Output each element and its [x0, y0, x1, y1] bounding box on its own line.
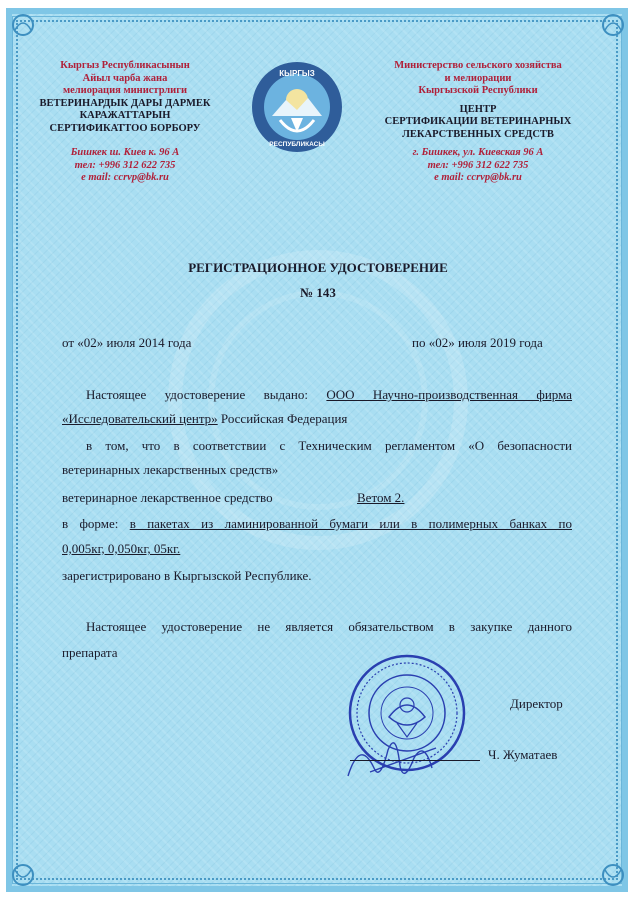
header-right-line: ЦЕНТР: [459, 103, 497, 115]
issued-line: [62, 387, 572, 403]
note-text: Настоящее удостоверение не является обязательством в закупке данного: [86, 619, 572, 634]
corner-ornament-icon: [600, 12, 626, 38]
note-line-2: препарата: [62, 645, 118, 660]
header-right-line: Министерство сельского хозяйства: [394, 60, 562, 71]
header-left-line: Айыл чарба жана: [82, 72, 168, 84]
header-left-phone: тел: +996 312 622 735: [74, 159, 176, 171]
form-line: [62, 516, 572, 532]
corner-ornament-icon: [10, 862, 36, 888]
registered-text: зарегистрировано в Кыргызской Республике.: [62, 568, 312, 583]
signatory-name: Ч. Жуматаев: [488, 747, 558, 762]
header-right-russian: [378, 60, 578, 185]
drug-label: ветеринарное лекарственное средство: [62, 490, 273, 505]
header-right-line: и мелиорации: [444, 72, 512, 84]
issued-to-country: Российская Федерация: [220, 411, 348, 426]
header-right-line: ЛЕКАРСТВЕННЫХ СРЕДСТВ: [402, 128, 554, 140]
regulation-text: в том, что в соответствии с Техническим регламентом «О безопасности: [86, 438, 572, 453]
header-left-line: СЕРТИФИКАТТОО БОРБОРУ: [49, 122, 201, 134]
drug-name: Ветом 2.: [357, 490, 405, 505]
form-label: в форме:: [62, 516, 119, 531]
header-left-line: КАРАЖАТТАРЫН: [79, 110, 171, 121]
header-right-email: e mail: ccrvp@bk.ru: [434, 172, 522, 183]
document-title: РЕГИСТРАЦИОННОЕ УДОСТОВЕРЕНИЕ: [188, 260, 448, 275]
header-left-line: мелиорация министрлиги: [62, 85, 188, 96]
header-left-line: ВЕТЕРИНАРДЫК ДАРЫ ДАРМЕК: [39, 97, 211, 109]
form-value: в пакетах из ламинированной бумаги или в полимерных банках по: [129, 516, 572, 531]
form-value-2: 0,005кг, 0,050кг, 05кг.: [62, 541, 181, 556]
corner-ornament-icon: [10, 12, 36, 38]
signature-line: [350, 760, 480, 761]
document-number: № 143: [300, 285, 336, 300]
header-left-line: Кыргыз Республикасынын: [60, 60, 190, 71]
emblem-bottom-text: РЕСПУБЛИКАСЫ: [269, 141, 325, 148]
issued-line-2: [62, 411, 347, 427]
header-left-address: Бишкек ш. Киев к. 96 А: [70, 147, 180, 158]
header-left-email: e mail: ccrvp@bk.ru: [81, 172, 169, 183]
date-from: от «02» июля 2014 года: [62, 335, 192, 350]
header-right-address: г. Бишкек, ул. Киевская 96 А: [412, 147, 544, 158]
handwritten-signature-icon: [340, 728, 450, 788]
header-right-line: Кыргызской Республики: [418, 85, 538, 96]
regulation-line: [62, 438, 572, 454]
signature-position: Директор: [510, 696, 563, 711]
header-right-line: СЕРТИФИКАЦИИ ВЕТЕРИНАРНЫХ: [384, 116, 572, 127]
date-to: по «02» июля 2019 года: [412, 335, 543, 350]
regulation-line-2: ветеринарных лекарственных средств»: [62, 462, 279, 477]
issued-label: Настоящее удостоверение выдано:: [86, 387, 308, 402]
header-left-kyrgyz: [30, 60, 220, 185]
state-emblem-icon: [250, 60, 344, 154]
issued-to: ООО Научно-производственная фирма: [326, 387, 573, 402]
header-right-phone: тел: +996 312 622 735: [427, 159, 529, 171]
issued-to-center: «Исследовательский центр»: [62, 411, 218, 426]
note-line: [62, 619, 572, 635]
corner-ornament-icon: [600, 862, 626, 888]
emblem-top-text: КЫРГЫЗ: [279, 69, 315, 78]
